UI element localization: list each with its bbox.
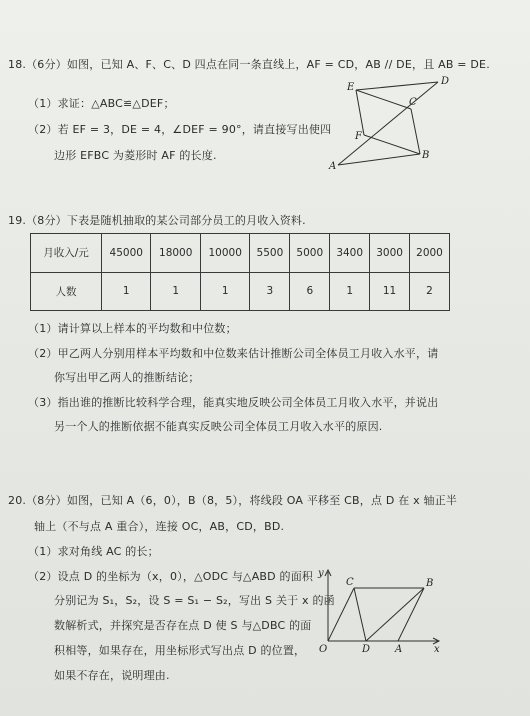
table-cell: 1 <box>151 272 200 311</box>
label-E: E <box>347 82 355 93</box>
label-C: C <box>409 97 417 108</box>
q20-part1: （1）求对角线 AC 的长； <box>28 545 159 558</box>
segment-EC <box>356 90 411 109</box>
segment-AB <box>338 154 420 165</box>
q18-stem: 18.（6分）如图，已知 A、F、C、D 四点在同一条直线上，AF = CD，AB // DE，且 AB = DE. <box>8 58 490 71</box>
label-F: F <box>355 131 362 142</box>
table-cell: 1 <box>200 272 249 311</box>
q19-part2-line1: （2）甲乙两人分别用样本平均数和中位数来估计推断公司全体员工月收入水平，请 <box>28 347 439 360</box>
table-cell: 3400 <box>330 234 370 273</box>
label-y: y <box>318 568 324 579</box>
segment-EF <box>356 90 364 135</box>
label-C: C <box>346 577 354 588</box>
label-B: B <box>426 578 434 589</box>
segment-AB <box>398 588 424 641</box>
q18-part1: （1）求证：△ABC≌△DEF； <box>28 97 175 110</box>
table-cell: 1 <box>330 272 370 311</box>
table-cell: 10000 <box>200 234 249 273</box>
table-cell: 2000 <box>410 234 450 273</box>
table-header-count: 人数 <box>31 272 102 311</box>
q18-figure <box>318 72 458 172</box>
table-cell: 1 <box>102 272 151 311</box>
q20-part2-line5: 如果不存在，说明理由. <box>54 669 170 682</box>
label-A: A <box>329 161 337 172</box>
q19-part1: （1）请计算以上样本的平均数和中位数； <box>28 322 237 335</box>
label-A: A <box>395 644 403 655</box>
q20-part2-line1: （2）设点 D 的坐标为（x，0），△ODC 与△ABD 的面积 <box>28 570 314 583</box>
table-cell: 18000 <box>151 234 200 273</box>
q19-part2-line2: 你写出甲乙两人的推断结论； <box>54 371 200 384</box>
q20-part2-line4: 积相等，如果存在，用坐标形式写出点 D 的位置， <box>54 644 306 657</box>
q20-stem-line2: 轴上（不与点 A 重合），连接 OC，AB，CD，BD. <box>34 520 285 533</box>
table-cell: 5000 <box>290 234 330 273</box>
segment-DE <box>356 82 438 90</box>
label-D: D <box>362 644 371 655</box>
label-B: B <box>422 150 430 161</box>
table-cell: 5500 <box>250 234 290 273</box>
segment-CB <box>411 109 420 154</box>
table-cell: 2 <box>410 272 450 311</box>
income-table <box>30 233 450 311</box>
segment-FB <box>364 135 420 154</box>
segment-DB <box>366 588 424 641</box>
label-D: D <box>441 76 450 87</box>
label-x: x <box>434 644 440 655</box>
q20-figure <box>316 566 456 656</box>
table-cell: 6 <box>290 272 330 311</box>
table-row-count <box>31 272 450 311</box>
table-header-income: 月收入/元 <box>31 234 102 273</box>
table-cell: 45000 <box>102 234 151 273</box>
q20-part2-line2: 分别记为 S₁，S₂，设 S = S₁ − S₂，写出 S 关于 x 的函 <box>54 594 335 607</box>
q19-stem: 19.（8分）下表是随机抽取的某公司部分员工的月收入资料. <box>8 214 306 227</box>
segment-CD <box>354 588 366 641</box>
q18-part2-line1: （2）若 EF = 3，DE = 4，∠DEF = 90°，请直接写出使四 <box>28 123 332 136</box>
q18-part2-line2: 边形 EFBC 为菱形时 AF 的长度. <box>54 149 217 162</box>
q19-part3-line1: （3）指出谁的推断比较科学合理，能真实地反映公司全体员工月收入水平，并说出 <box>28 396 439 409</box>
q20-part2-line3: 数解析式，并探究是否存在点 D 使 S 与△DBC 的面 <box>54 619 312 632</box>
table-cell: 3 <box>250 272 290 311</box>
q20-stem-line1: 20.（8分）如图，已知 A（6，0），B（8，5），将线段 OA 平移至 CB，点 D 在 x 轴正半 <box>8 494 458 507</box>
q19-part3-line2: 另一个人的推断依据不能真实反映公司全体员工月收入水平的原因. <box>54 420 383 433</box>
table-cell: 3000 <box>370 234 410 273</box>
segment-OC <box>328 588 354 641</box>
table-row-income <box>31 234 450 273</box>
label-O: O <box>319 644 328 655</box>
table-cell: 11 <box>370 272 410 311</box>
